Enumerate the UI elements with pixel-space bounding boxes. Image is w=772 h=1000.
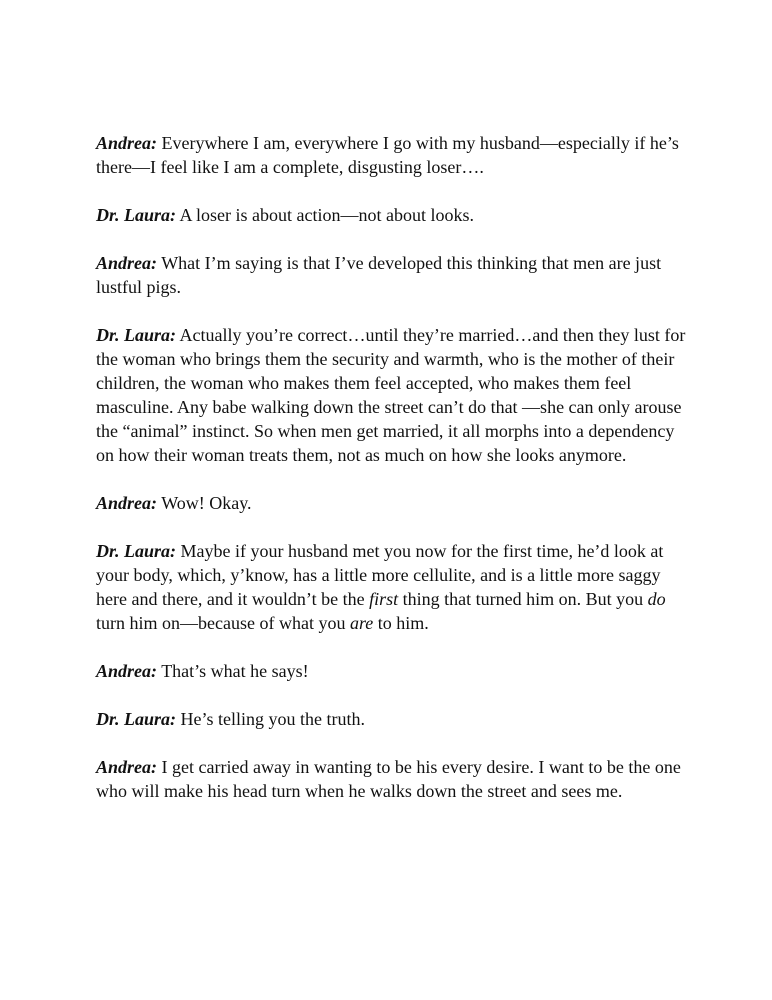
dialogue-text: Maybe if your husband met you now for the first time, he’d look at your body, which, y’know, has a little more cellulite, and is a little more saggy here and there, and it wouldn’t be the: [96, 541, 664, 609]
dialogue-text: I get carried away in wanting to be his every desire. I want to be the one who will make his head turn when he walks down the street and sees me.: [96, 757, 681, 801]
speaker-name: Andrea:: [96, 493, 158, 513]
speaker-name: Andrea:: [96, 253, 158, 273]
transcript-page: [96, 131, 686, 827]
transcript-paragraph: [96, 323, 686, 467]
transcript-paragraph: [96, 131, 686, 179]
speaker-name: Andrea:: [96, 661, 158, 681]
speaker-name: Andrea:: [96, 757, 158, 777]
dialogue-text: That’s what he says!: [157, 661, 309, 681]
transcript-paragraph: [96, 539, 686, 635]
transcript-paragraph: [96, 203, 686, 227]
speaker-name: Dr. Laura:: [96, 709, 177, 729]
dialogue-text: He’s telling you the truth.: [176, 709, 365, 729]
transcript-paragraph: [96, 659, 686, 683]
transcript-paragraph: [96, 491, 686, 515]
transcript-paragraph: [96, 251, 686, 299]
dialogue-text: A loser is about action—not about looks.: [176, 205, 474, 225]
dialogue-text: turn him on—because of what you: [96, 613, 350, 633]
speaker-name: Dr. Laura:: [96, 541, 177, 561]
dialogue-text: Actually you’re correct…until they’re married…and then they lust for the woman who brings them the security and warmth, who is the mother of their children, the woman who makes them feel accepted, who makes them feel masculine. Any babe walking down the street can’t do that —she can only arouse the “animal” instinct. So when men get married, it all morphs into a dependency on how their woman treats them, not as much on how she looks anymore.: [96, 325, 686, 465]
transcript-paragraph: [96, 755, 686, 803]
speaker-name: Dr. Laura:: [96, 205, 177, 225]
transcript-paragraph: [96, 707, 686, 731]
dialogue-text: to him.: [373, 613, 429, 633]
speaker-name: Andrea:: [96, 133, 158, 153]
emphasized-word: do: [647, 589, 666, 609]
emphasized-word: are: [349, 613, 374, 633]
emphasized-word: first: [369, 589, 399, 609]
speaker-name: Dr. Laura:: [96, 325, 177, 345]
dialogue-text: thing that turned him on. But you: [398, 589, 648, 609]
dialogue-text: What I’m saying is that I’ve developed this thinking that men are just lustful pigs.: [96, 253, 662, 297]
dialogue-text: Everywhere I am, everywhere I go with my husband—especially if he’s there—I feel like I am a complete, disgusting loser….: [96, 133, 679, 177]
dialogue-text: Wow! Okay.: [157, 493, 252, 513]
